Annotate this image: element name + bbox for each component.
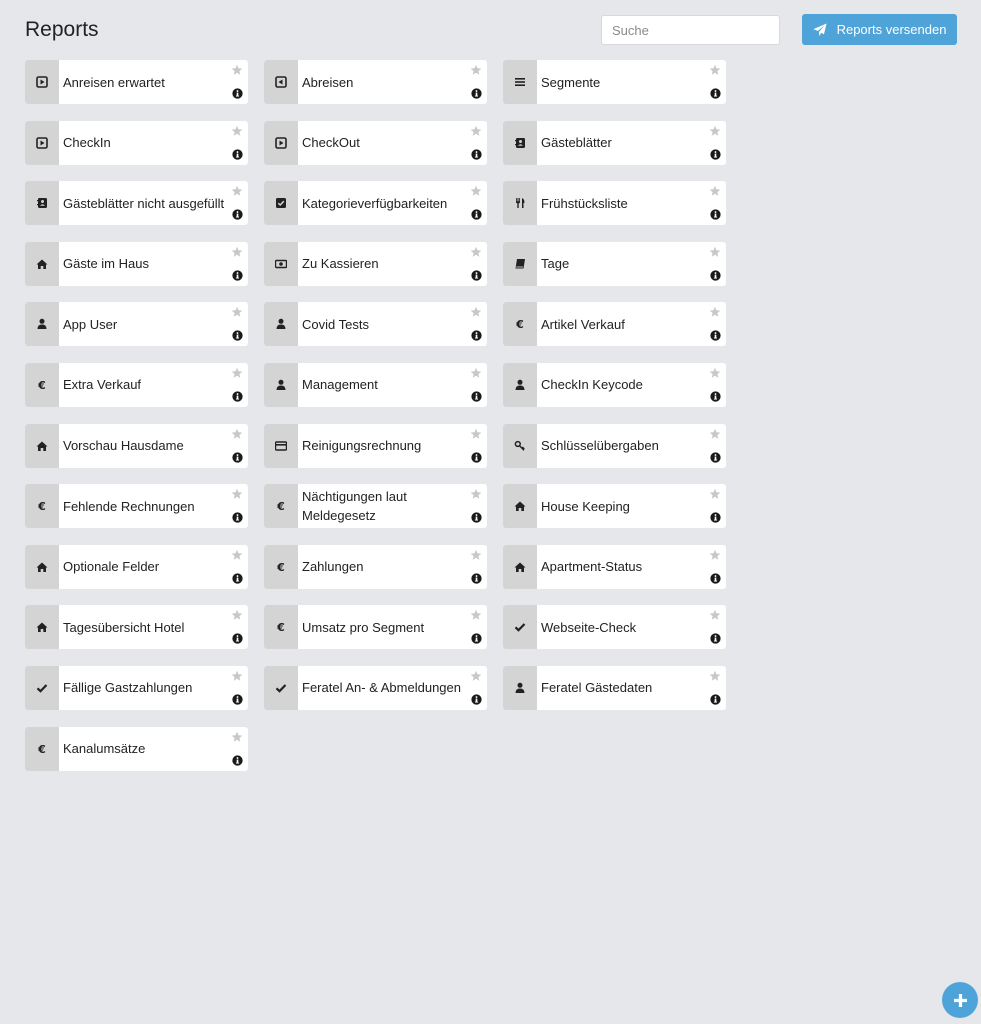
report-card[interactable] [264, 666, 487, 710]
report-label: Segmente [541, 74, 601, 90]
star-icon[interactable] [231, 428, 243, 440]
report-label: Zu Kassieren [302, 256, 379, 272]
star-icon[interactable] [231, 306, 243, 318]
report-label: Zahlungen [302, 559, 364, 575]
add-button[interactable] [942, 982, 978, 1018]
report-label: Feratel An- & Abmeldungen [302, 680, 461, 696]
home-icon [36, 258, 48, 270]
report-icon-box [264, 121, 298, 165]
report-label: Nächtigungen laut Meldegesetz [302, 489, 407, 524]
report-icon-box [503, 545, 537, 589]
euro-icon [514, 318, 526, 330]
home-icon [36, 440, 48, 452]
search-input[interactable] [601, 15, 780, 45]
report-icon-box [264, 666, 298, 710]
info-icon[interactable] [471, 391, 482, 402]
report-card[interactable] [503, 424, 726, 468]
report-card[interactable] [264, 302, 487, 346]
euro-icon [36, 743, 48, 755]
report-label: Tagesübersicht Hotel [63, 619, 185, 635]
report-icon-box [503, 363, 537, 407]
info-icon[interactable] [710, 694, 721, 705]
star-icon[interactable] [709, 64, 721, 76]
svg-text:€: € [277, 500, 285, 513]
report-icon-box [503, 302, 537, 346]
report-icon-box [503, 605, 537, 649]
info-icon[interactable] [710, 391, 721, 402]
svg-text:€: € [516, 318, 524, 331]
euro-icon [36, 500, 48, 512]
report-card[interactable] [25, 727, 248, 771]
report-icon-box [264, 242, 298, 286]
report-label: Fehlende Rechnungen [63, 498, 195, 514]
info-icon[interactable] [710, 270, 721, 281]
info-icon[interactable] [471, 633, 482, 644]
euro-icon [36, 379, 48, 391]
star-icon[interactable] [470, 306, 482, 318]
report-icon-box [264, 181, 298, 225]
star-icon[interactable] [231, 246, 243, 258]
report-label: CheckIn [63, 135, 111, 151]
check-icon [275, 682, 287, 694]
star-icon[interactable] [709, 125, 721, 137]
report-label: Kategorieverfügbarkeiten [302, 195, 448, 211]
home-icon [514, 500, 526, 512]
info-icon[interactable] [710, 149, 721, 160]
star-icon[interactable] [231, 64, 243, 76]
info-icon[interactable] [710, 209, 721, 220]
report-card[interactable] [264, 605, 487, 649]
report-card[interactable] [25, 121, 248, 165]
address-book-icon [514, 137, 526, 149]
paper-plane-icon [813, 23, 827, 37]
euro-icon [275, 500, 287, 512]
info-icon[interactable] [471, 149, 482, 160]
report-label: Webseite-Check [541, 619, 637, 635]
info-icon[interactable] [232, 755, 243, 766]
info-icon[interactable] [232, 391, 243, 402]
star-icon[interactable] [709, 367, 721, 379]
star-icon[interactable] [709, 609, 721, 621]
reports-grid [25, 60, 726, 771]
report-icon-box [503, 424, 537, 468]
star-icon[interactable] [231, 609, 243, 621]
report-label: CheckOut [302, 135, 360, 151]
report-icon-box [503, 484, 537, 528]
report-label: Management [302, 377, 378, 393]
star-icon[interactable] [470, 549, 482, 561]
report-card[interactable] [503, 181, 726, 225]
star-icon[interactable] [470, 125, 482, 137]
report-icon-box [503, 121, 537, 165]
report-icon-box [25, 302, 59, 346]
report-label: Gästeblätter [541, 135, 612, 151]
star-icon[interactable] [709, 428, 721, 440]
report-icon-box [25, 666, 59, 710]
info-icon[interactable] [232, 573, 243, 584]
info-icon[interactable] [471, 573, 482, 584]
report-label: Extra Verkauf [63, 377, 142, 393]
user-icon [36, 318, 48, 330]
report-label: CheckIn Keycode [541, 377, 643, 393]
report-card[interactable] [25, 666, 248, 710]
info-icon[interactable] [232, 209, 243, 220]
info-icon[interactable] [471, 452, 482, 463]
report-label: Umsatz pro Segment [302, 619, 425, 635]
report-label: Tage [541, 256, 570, 272]
star-icon[interactable] [470, 64, 482, 76]
report-icon-box [503, 181, 537, 225]
report-label: Reinigungsrechnung [302, 438, 422, 454]
report-icon-box [264, 545, 298, 589]
credit-card-icon [275, 440, 287, 452]
star-icon[interactable] [470, 428, 482, 440]
report-icon-box [25, 484, 59, 528]
home-icon [36, 621, 48, 633]
check-square-icon [275, 197, 287, 209]
info-icon[interactable] [471, 694, 482, 705]
euro-icon [275, 561, 287, 573]
info-icon[interactable] [471, 88, 482, 99]
info-icon[interactable] [232, 88, 243, 99]
page-title: Reports [25, 18, 99, 41]
check-icon [514, 621, 526, 633]
report-label: Apartment-Status [541, 559, 643, 575]
svg-text:€: € [277, 621, 285, 634]
report-label: Artikel Verkauf [541, 316, 625, 332]
home-icon [36, 561, 48, 573]
star-icon[interactable] [709, 670, 721, 682]
svg-text:€: € [38, 378, 46, 391]
info-icon[interactable] [232, 633, 243, 644]
report-card[interactable] [25, 363, 248, 407]
star-icon[interactable] [470, 670, 482, 682]
star-icon[interactable] [709, 246, 721, 258]
report-icon-box [264, 302, 298, 346]
report-card[interactable] [25, 605, 248, 649]
report-card[interactable] [25, 60, 248, 104]
report-label: Kanalumsätze [63, 741, 146, 757]
report-icon-box [25, 727, 59, 771]
report-icon-box [25, 363, 59, 407]
key-icon [514, 440, 526, 452]
report-label: Fällige Gastzahlungen [63, 680, 193, 696]
report-card[interactable] [503, 121, 726, 165]
info-icon[interactable] [232, 694, 243, 705]
star-icon[interactable] [231, 731, 243, 743]
report-icon-box [503, 60, 537, 104]
svg-text:€: € [38, 742, 46, 755]
star-icon[interactable] [231, 185, 243, 197]
report-label: Schlüsselübergaben [541, 438, 659, 454]
info-icon[interactable] [471, 330, 482, 341]
report-label: Feratel Gästedaten [541, 680, 653, 696]
report-icon-box [25, 242, 59, 286]
info-icon[interactable] [232, 149, 243, 160]
report-icon-box [264, 605, 298, 649]
svg-text:€: € [38, 500, 46, 513]
report-label: App User [63, 316, 118, 332]
money-bill-icon [275, 258, 287, 270]
report-card[interactable] [264, 424, 487, 468]
report-card[interactable] [264, 242, 487, 286]
report-card[interactable] [25, 181, 248, 225]
user-icon [514, 682, 526, 694]
check-icon [36, 682, 48, 694]
star-icon[interactable] [470, 609, 482, 621]
report-label: Frühstücksliste [541, 195, 628, 211]
report-card[interactable] [503, 484, 726, 528]
address-book-icon [36, 197, 48, 209]
info-icon[interactable] [710, 633, 721, 644]
star-icon[interactable] [709, 488, 721, 500]
report-icon-box [264, 424, 298, 468]
report-card[interactable] [503, 302, 726, 346]
report-card[interactable] [25, 242, 248, 286]
report-card[interactable] [503, 545, 726, 589]
report-icon-box [264, 363, 298, 407]
info-icon[interactable] [232, 512, 243, 523]
report-icon-box [264, 60, 298, 104]
report-label: Optionale Felder [63, 559, 160, 575]
report-icon-box [25, 605, 59, 649]
report-label: Covid Tests [302, 316, 369, 332]
report-card[interactable] [264, 484, 487, 528]
report-card[interactable] [25, 302, 248, 346]
euro-icon [275, 621, 287, 633]
report-label: Abreisen [302, 74, 354, 90]
plus-icon [954, 994, 967, 1007]
star-icon[interactable] [231, 670, 243, 682]
utensils-icon [514, 197, 526, 209]
report-icon-box [25, 424, 59, 468]
star-icon[interactable] [709, 549, 721, 561]
info-icon[interactable] [710, 88, 721, 99]
report-card[interactable] [503, 60, 726, 104]
book-icon [514, 258, 526, 270]
info-icon[interactable] [710, 452, 721, 463]
report-card[interactable] [25, 484, 248, 528]
home-icon [514, 561, 526, 573]
info-icon[interactable] [710, 512, 721, 523]
info-icon[interactable] [232, 330, 243, 341]
info-icon[interactable] [471, 270, 482, 281]
report-icon-box [25, 181, 59, 225]
user-icon [275, 379, 287, 391]
report-card[interactable] [25, 545, 248, 589]
info-icon[interactable] [471, 209, 482, 220]
star-icon[interactable] [709, 306, 721, 318]
star-icon[interactable] [709, 185, 721, 197]
report-icon-box [25, 121, 59, 165]
star-icon[interactable] [470, 185, 482, 197]
play-square-icon [36, 76, 48, 88]
star-icon[interactable] [231, 549, 243, 561]
report-card[interactable] [264, 363, 487, 407]
report-icon-box [25, 545, 59, 589]
report-card[interactable] [25, 424, 248, 468]
report-label: Gäste im Haus [63, 256, 149, 272]
user-icon [514, 379, 526, 391]
play-square-icon [36, 137, 48, 149]
report-label: Vorschau Hausdame [63, 438, 184, 454]
report-label: House Keeping [541, 498, 630, 514]
report-card[interactable] [264, 121, 487, 165]
info-icon[interactable] [471, 512, 482, 523]
star-icon[interactable] [231, 367, 243, 379]
send-reports-label: Reports versenden [836, 22, 947, 37]
report-card[interactable] [503, 242, 726, 286]
star-icon[interactable] [470, 367, 482, 379]
report-card[interactable] [264, 545, 487, 589]
report-icon-box [503, 666, 537, 710]
back-square-icon [275, 76, 287, 88]
report-icon-box [25, 60, 59, 104]
report-card[interactable] [264, 60, 487, 104]
info-icon[interactable] [710, 573, 721, 584]
star-icon[interactable] [231, 125, 243, 137]
bars-icon [514, 76, 526, 88]
info-icon[interactable] [232, 270, 243, 281]
report-card[interactable] [264, 181, 487, 225]
report-card[interactable] [503, 666, 726, 710]
report-card[interactable] [503, 605, 726, 649]
user-icon [275, 318, 287, 330]
send-reports-button[interactable] [802, 14, 957, 45]
info-icon[interactable] [232, 452, 243, 463]
play-square-icon [275, 137, 287, 149]
star-icon[interactable] [231, 488, 243, 500]
info-icon[interactable] [710, 330, 721, 341]
star-icon[interactable] [470, 488, 482, 500]
report-icon-box [264, 484, 298, 528]
report-icon-box [503, 242, 537, 286]
star-icon[interactable] [470, 246, 482, 258]
report-card[interactable] [503, 363, 726, 407]
svg-text:€: € [277, 560, 285, 573]
report-label: Anreisen erwartet [63, 74, 165, 90]
report-label: Gästeblätter nicht ausgefüllt [63, 195, 225, 211]
